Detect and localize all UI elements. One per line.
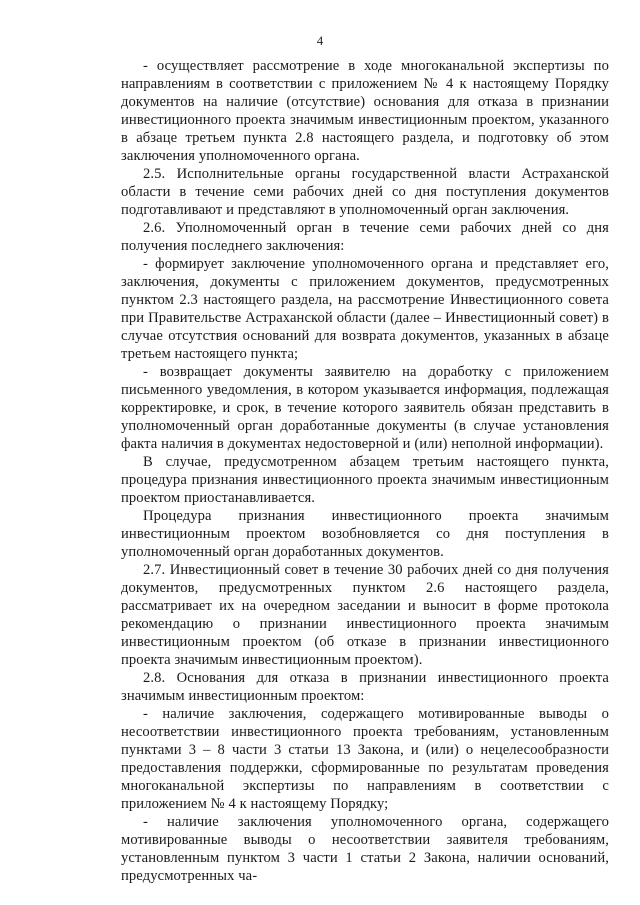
paragraph: 2.6. Уполномоченный орган в течение семи рабочих дней со дня получения последнего заключения: bbox=[121, 220, 609, 254]
page-number: 4 bbox=[316, 33, 324, 48]
paragraph: - наличие заключения, содержащего мотивированные выводы о несоответствии инвестиционного проекта требованиям, установленным пунктами 3 – 8 части 3 статьи 13 Закона, и (или) о нецелесообразности предоставления поддержки, сформированные по результатам проведения многоканальной экспертизы по направлениям в соответствии с приложением № 4 к настоящему Порядку; bbox=[121, 706, 609, 812]
paragraph: - возвращает документы заявителю на доработку с приложением письменного уведомления, в котором указывается информация, подлежащая корректировке, и срок, в течение которого заявитель обязан представить в уполномоченный орган доработанные документы (в случае установления факта наличия в документах недостоверной и (или) неполной информации). bbox=[121, 364, 609, 452]
paragraph: В случае, предусмотренном абзацем третьим настоящего пункта, процедура признания инвестиционного проекта значимым инвестиционным проектом приостанавливается. bbox=[121, 454, 609, 506]
paragraph: 2.5. Исполнительные органы государственной власти Астраханской области в течение семи рабочих дней со дня поступления документов подготавливают и представляют в уполномоченный орган заключения. bbox=[121, 166, 609, 218]
paragraph: 2.7. Инвестиционный совет в течение 30 рабочих дней со дня получения документов, предусмотренных пунктом 2.6 настоящего раздела, рассматривает их на очередном заседании и выносит в форме протокола рекомендацию о признании инвестиционного проекта значимым инвестиционным проектом (об отказе в признании инвестиционного проекта значимым инвестиционным проектом). bbox=[121, 562, 609, 668]
paragraph: - формирует заключение уполномоченного органа и представляет его, заключения, документы с приложением документов, предусмотренных пунктом 2.3 настоящего раздела, на рассмотрение Инвестиционного совета при Правительстве Астраханской области (далее – Инвестиционный совет) в случае отсутствия оснований для возврата документов, указанных в абзаце третьем настоящего пункта; bbox=[121, 256, 609, 362]
document-body bbox=[121, 57, 609, 885]
paragraph: - наличие заключения уполномоченного органа, содержащего мотивированные выводы о несоответствии заявителя требованиям, установленным пунктом 3 части 1 статьи 2 Закона, наличии оснований, предусмотренных ча- bbox=[121, 814, 609, 884]
paragraph: - осуществляет рассмотрение в ходе многоканальной экспертизы по направлениям в соответствии с приложением № 4 к настоящему Порядку документов на наличие (отсутствие) основания для отказа в признании инвестиционного проекта значимым инвестиционным проектом, указанного в абзаце третьем пункта 2.8 настоящего раздела, и подготовку об этом заключения уполномоченного органа. bbox=[121, 58, 609, 164]
paragraph: Процедура признания инвестиционного проекта значимым инвестиционным проектом возобновляется со дня поступления в уполномоченный орган доработанных документов. bbox=[121, 508, 609, 560]
paragraph: 2.8. Основания для отказа в признании инвестиционного проекта значимым инвестиционным проектом: bbox=[121, 670, 609, 704]
